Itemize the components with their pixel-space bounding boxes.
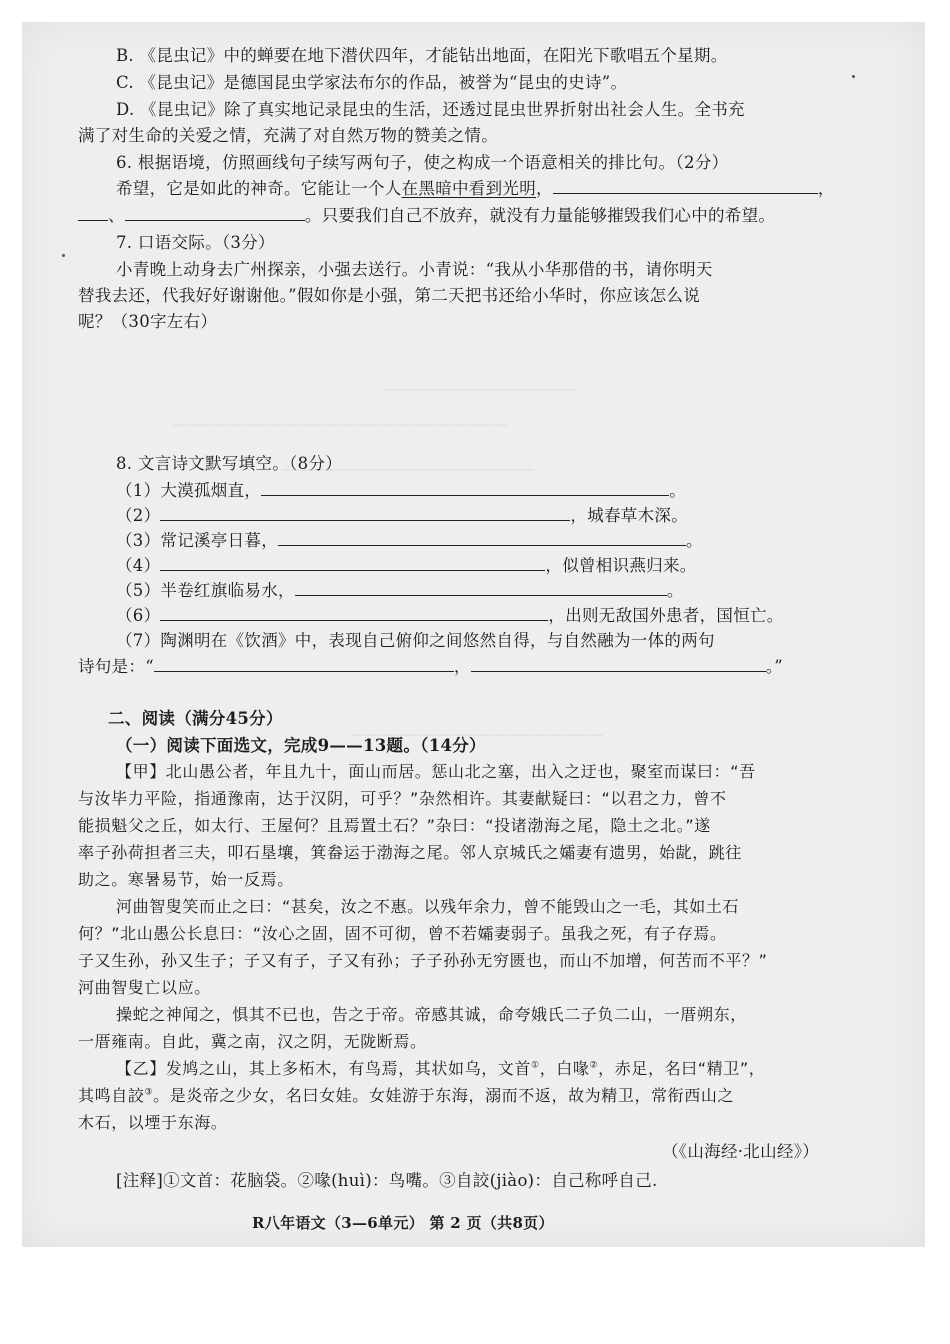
q7-text-line3: 呢？（30字左右） <box>78 312 218 331</box>
q8-item-number: （2） <box>116 506 161 525</box>
q8-item-number: （6） <box>116 606 161 625</box>
page-footer: R八年语文（3—6单元） 第 2 页（共8页） <box>252 1214 554 1232</box>
passage-source: （《山海经·北山经》） <box>662 1142 820 1161</box>
passage-jia-line: 助之。寒暑易节，始一反焉。 <box>78 870 294 889</box>
q6-answer-blank-2a[interactable] <box>78 206 108 221</box>
q8-item-2 <box>116 502 688 526</box>
q8-item-number: （1） <box>116 481 161 500</box>
q6-comma: ， <box>536 179 553 198</box>
passage-jia-line: 操蛇之神闻之，惧其不已也，告之于帝。帝感其诚，命夸娥氏二子负二山，一厝朔东， <box>116 1005 747 1024</box>
q8-item-given-text: 诗句是：“ <box>78 657 154 676</box>
q8-item-given-text: 。 <box>686 531 703 550</box>
paper-speck <box>852 75 855 78</box>
passage-yi-text: 其鸣自詨 <box>78 1086 145 1105</box>
footnote-marker: ③ <box>144 1087 154 1098</box>
passage-yi-text: 【乙】发鸠之山，其上多柘木，有鸟焉，其状如乌，文首 <box>116 1059 532 1078</box>
q8-item-given-text: ，出则无敌国外患者，国恒亡。 <box>548 606 784 625</box>
part-1-title: （一）阅读下面选文，完成9——13题。（14分） <box>116 736 486 755</box>
bleed-through-text: —————————————— <box>382 382 578 398</box>
passage-yi-line3: 木石，以堙于东海。 <box>78 1113 228 1132</box>
q6-underlined-sentence: 在黑暗中看到光明 <box>401 179 537 198</box>
passage-jia-line: 河曲智叟亡以应。 <box>78 978 211 997</box>
q8-answer-blank[interactable] <box>471 657 766 672</box>
q8-answer-blank[interactable] <box>154 657 454 672</box>
section-2-title: 二、阅读（满分45分） <box>108 709 283 728</box>
q8-item-3 <box>116 527 703 551</box>
option-b: B. 《昆虫记》中的蝉要在地下潜伏四年，才能钻出地面，在阳光下歌唱五个星期。 <box>116 46 728 65</box>
q8-item-number: （5） <box>116 581 161 600</box>
q8-item-7-line1: （7）陶渊明在《饮酒》中，表现自己俯仰之间悠然自得，与自然融为一体的两句 <box>116 631 715 650</box>
passage-jia-line: 河曲智叟笑而止之曰：“甚矣，汝之不惠。以残年余力，曾不能毁山之一毛，其如土石 <box>116 897 740 916</box>
q8-item-5 <box>116 577 684 601</box>
q8-item-number: （3） <box>116 531 161 550</box>
q8-item-given-text: 常记溪亭日暮， <box>160 531 279 550</box>
q8-item-1 <box>116 477 686 501</box>
q7-text-line1: 小青晚上动身去广州探亲，小强去送行。小青说：“我从小华那借的书，请你明天 <box>116 260 713 279</box>
q8-item-given-text: ，似曾相识燕归来。 <box>545 556 697 575</box>
q8-item-given-text: 。 <box>666 581 684 600</box>
q8-answer-blank[interactable] <box>160 556 545 571</box>
option-c: C. 《昆虫记》是德国昆虫学家法布尔的作品，被誉为“昆虫的史诗”。 <box>116 73 628 92</box>
q8-item-given-text: 。 <box>669 481 687 500</box>
passage-jia-line: 何？”北山愚公长息曰：“汝心之固，固不可彻，曾不若孀妻弱子。虽我之死，有子存焉。 <box>78 924 727 943</box>
q8-item-7-line2 <box>78 653 783 677</box>
passage-jia-line: 子又生孙，孙又生子；子又有子，子又有孙；子子孙孙无穷匮也，而山不加增，何苦而不平？” <box>78 951 768 970</box>
passage-yi-text: 。是炎帝之少女，名曰女娃。女娃游于东海，溺而不返，故为精卫，常衔西山之 <box>153 1086 735 1105</box>
q8-item-6 <box>116 602 784 626</box>
bleed-through-text: —————————————————— <box>352 727 604 743</box>
q8-answer-blank[interactable] <box>261 481 669 496</box>
q8-item-given-text: 。” <box>765 657 784 676</box>
q6-separator: 、 <box>108 206 125 225</box>
q6-answer-blank-2b[interactable] <box>125 206 305 221</box>
q8-answer-blank[interactable] <box>160 606 548 621</box>
q7-text-line2: 替我去还，代我好好谢谢他。”假如你是小强，第二天把书还给小华时，你应该怎么说 <box>78 286 701 305</box>
q8-prompt: 8. 文言诗文默写填空。（8分） <box>116 454 343 473</box>
passage-jia-line: 能损魁父之丘，如太行、王屋何？且焉置土石？”杂曰：“投诸渤海之尾，隐土之北。”遂 <box>78 816 711 835</box>
q6-text-line1 <box>116 175 835 199</box>
option-d-line1: D. 《昆虫记》除了真实地记录昆虫的生活，还透过昆虫世界折射出社会人生。全书充 <box>116 100 745 119</box>
option-d-line2: 满了对生命的关爱之情，充满了对自然万物的赞美之情。 <box>78 126 498 145</box>
passage-jia-line: 率子孙荷担者三夫，叩石垦壤，箕畚运于渤海之尾。邻人京城氏之孀妻有遗男，始龀，跳往 <box>78 843 743 862</box>
bleed-through-text: —————————————————— <box>282 462 534 478</box>
passage-yi-line2 <box>78 1083 734 1106</box>
q8-item-given-text: ，城春草木深。 <box>570 506 689 525</box>
bleed-through-text: ———————————————————————— <box>172 417 508 433</box>
q6-comma-2: ， <box>817 179 835 198</box>
passage-yi-text: ，白喙 <box>539 1059 590 1078</box>
q6-text-line2 <box>78 202 775 226</box>
footnote-marker: ② <box>589 1060 599 1071</box>
q6-text-end: 。只要我们自己不放弃，就没有力量能够摧毁我们心中的希望。 <box>304 206 776 225</box>
q8-item-given-text: 半卷红旗临易水， <box>160 581 295 600</box>
passage-jia-line: 一厝雍南。自此，冀之南，汉之阴，无陇断焉。 <box>78 1032 427 1051</box>
passage-jia-line: 与汝毕力平险，指通豫南，达于汉阴，可乎？”杂然相许。其妻献疑曰：“以君之力，曾不 <box>78 789 727 808</box>
q8-answer-blank[interactable] <box>160 506 570 521</box>
q6-prompt: 6. 根据语境，仿照画线句子续写两句子，使之构成一个语意相关的排比句。（2分） <box>116 153 729 172</box>
footnote-marker: ① <box>531 1060 540 1071</box>
paper-speck <box>62 254 65 257</box>
q6-text-start: 希望，它是如此的神奇。它能让一个人 <box>116 179 402 198</box>
passage-yi-text: ，赤足，名曰“精卫”， <box>598 1059 766 1078</box>
q8-item-4 <box>116 552 697 576</box>
q8-item-given-text: 大漠孤烟直， <box>160 481 262 500</box>
q6-answer-blank-1[interactable] <box>553 179 818 194</box>
q8-item-number: （4） <box>116 556 161 575</box>
passage-jia-line: 【甲】北山愚公者，年且九十，面山而居。惩山北之塞，出入之迂也，聚室而谋曰：“吾 <box>116 762 756 781</box>
q8-answer-blank[interactable] <box>278 531 686 546</box>
q7-prompt: 7. 口语交际。（3分） <box>116 233 275 252</box>
passage-yi-line1 <box>116 1056 765 1079</box>
q8-answer-blank[interactable] <box>295 581 667 596</box>
exam-page <box>22 22 925 1247</box>
annotation-notes: [注释]①文首：花脑袋。②喙(huì)：鸟嘴。③自詨(jiào)：自己称呼自己. <box>116 1171 658 1190</box>
q8-item-given-text: ， <box>453 657 471 676</box>
